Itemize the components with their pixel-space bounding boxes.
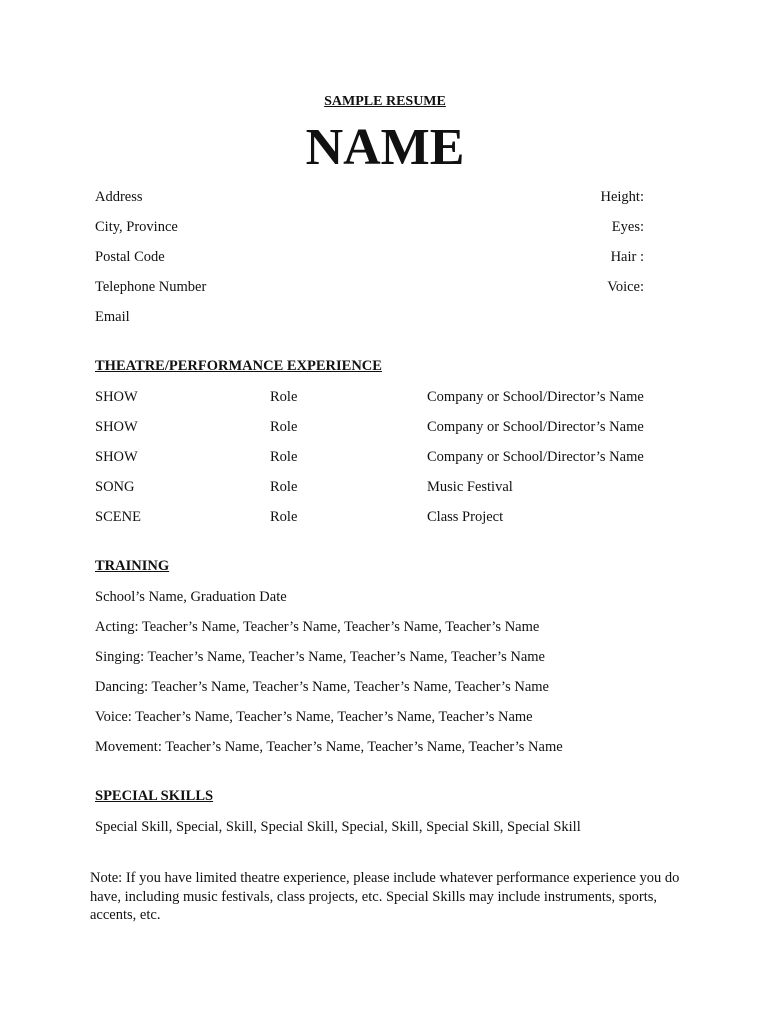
experience-show: SONG (95, 479, 135, 495)
experience-show: SHOW (95, 449, 138, 465)
skills-text: Special Skill, Special, Skill, Special Skill, Special, Skill, Special Skill, Special Skill (95, 819, 581, 835)
training-school: School’s Name, Graduation Date (95, 589, 287, 605)
experience-role: Role (270, 419, 298, 435)
stat-hair: Hair : (610, 249, 644, 265)
experience-role: Role (270, 389, 298, 405)
stat-eyes: Eyes: (611, 219, 644, 235)
training-singing: Singing: Teacher’s Name, Teacher’s Name, Teacher’s Name, Teacher’s Name (95, 649, 545, 665)
training-acting: Acting: Teacher’s Name, Teacher’s Name, Teacher’s Name, Teacher’s Name (95, 619, 540, 635)
contact-telephone: Telephone Number (95, 279, 207, 295)
skills-heading: SPECIAL SKILLS (95, 788, 214, 804)
experience-heading: THEATRE/PERFORMANCE EXPERIENCE (95, 358, 382, 374)
experience-role: Role (270, 479, 298, 495)
experience-show: SHOW (95, 389, 138, 405)
experience-company: Music Festival (427, 479, 513, 495)
document-title: SAMPLE RESUME (324, 94, 446, 109)
training-heading: TRAINING (95, 558, 170, 574)
name-heading: NAME (305, 119, 465, 176)
training-voice: Voice: Teacher’s Name, Teacher’s Name, Teacher’s Name, Teacher’s Name (95, 709, 533, 725)
experience-company: Company or School/Director’s Name (427, 449, 644, 465)
contact-postal-code: Postal Code (95, 249, 165, 265)
contact-email: Email (95, 309, 130, 325)
experience-role: Role (270, 449, 298, 465)
contact-address: Address (95, 189, 143, 205)
experience-company: Class Project (427, 509, 504, 525)
note-paragraph: Note: If you have limited theatre experience, please include whatever performance experience you do have, including music festivals, class projects, etc. Special Skills may include instruments, sports, accents, etc. (90, 870, 680, 923)
experience-company: Company or School/Director’s Name (427, 419, 644, 435)
training-dancing: Dancing: Teacher’s Name, Teacher’s Name, Teacher’s Name, Teacher’s Name (95, 679, 549, 695)
stat-height: Height: (600, 189, 644, 205)
experience-show: SCENE (95, 509, 141, 525)
experience-company: Company or School/Director’s Name (427, 389, 644, 405)
training-movement: Movement: Teacher’s Name, Teacher’s Name, Teacher’s Name, Teacher’s Name (95, 739, 563, 755)
experience-show: SHOW (95, 419, 138, 435)
contact-city-province: City, Province (95, 219, 178, 235)
experience-role: Role (270, 509, 298, 525)
stat-voice: Voice: (607, 279, 644, 295)
